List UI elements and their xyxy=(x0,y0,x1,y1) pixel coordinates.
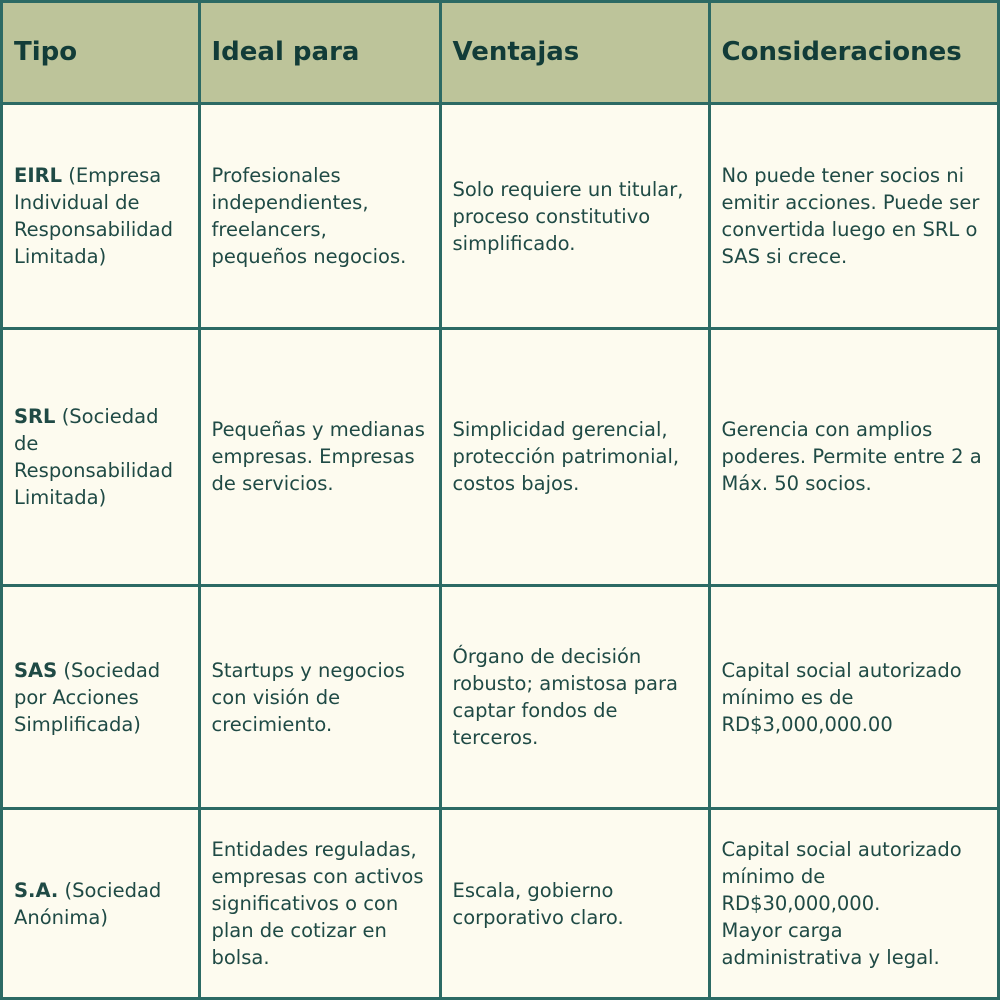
cell-consideraciones: Gerencia con amplios poderes. Permite entre 2 a Máx. 50 socios. xyxy=(709,328,997,585)
header-consideraciones: Consideraciones xyxy=(709,3,997,104)
header-tipo: Tipo xyxy=(3,3,199,104)
cell-tipo xyxy=(3,809,199,997)
cell-ventajas: Órgano de decisión robusto; amistosa para captar fondos de terceros. xyxy=(440,585,709,809)
header-ideal-para: Ideal para xyxy=(199,3,440,104)
cell-tipo xyxy=(3,104,199,329)
type-full-name: (Sociedad Anónima) xyxy=(14,878,162,929)
cell-consideraciones: Capital social autorizado mínimo es de RD$3,000,000.00 xyxy=(709,585,997,809)
cell-ventajas: Solo requiere un titular, proceso constitutivo simplificado. xyxy=(440,104,709,329)
table-row xyxy=(3,585,997,809)
cell-ventajas: Escala, gobierno corporativo claro. xyxy=(440,809,709,997)
type-abbreviation: EIRL xyxy=(14,164,63,188)
cell-tipo xyxy=(3,585,199,809)
table-header-row xyxy=(3,3,997,104)
cell-ideal-para: Profesionales independientes, freelancers, pequeños negocios. xyxy=(199,104,440,329)
cell-consideraciones xyxy=(709,809,997,997)
type-full-name: (Empresa Individual de Responsabilidad Limitada) xyxy=(14,164,173,269)
type-abbreviation: SAS xyxy=(14,658,58,682)
cell-ideal-para: Entidades reguladas, empresas con activos significativos o con plan de cotizar en bolsa. xyxy=(199,809,440,997)
header-ventajas: Ventajas xyxy=(440,3,709,104)
cell-ideal-para: Pequeñas y medianas empresas. Empresas de servicios. xyxy=(199,328,440,585)
type-full-name: (Sociedad de Responsabilidad Limitada) xyxy=(14,404,173,509)
table-row xyxy=(3,809,997,997)
table-row xyxy=(3,104,997,329)
cell-consideraciones: No puede tener socios ni emitir acciones. Puede ser convertida luego en SRL o SAS si crece. xyxy=(709,104,997,329)
consideraciones-line: Capital social autorizado mínimo de RD$30,000,000. xyxy=(721,838,962,916)
company-types-table xyxy=(3,3,997,997)
cell-tipo xyxy=(3,328,199,585)
consideraciones-line: Mayor carga administrativa y legal. xyxy=(721,919,940,970)
type-abbreviation: S.A. xyxy=(14,878,59,902)
cell-ventajas: Simplicidad gerencial, protección patrimonial, costos bajos. xyxy=(440,328,709,585)
cell-ideal-para: Startups y negocios con visión de crecimiento. xyxy=(199,585,440,809)
type-full-name: (Sociedad por Acciones Simplificada) xyxy=(14,658,161,736)
type-abbreviation: SRL xyxy=(14,404,56,428)
table-row xyxy=(3,328,997,585)
